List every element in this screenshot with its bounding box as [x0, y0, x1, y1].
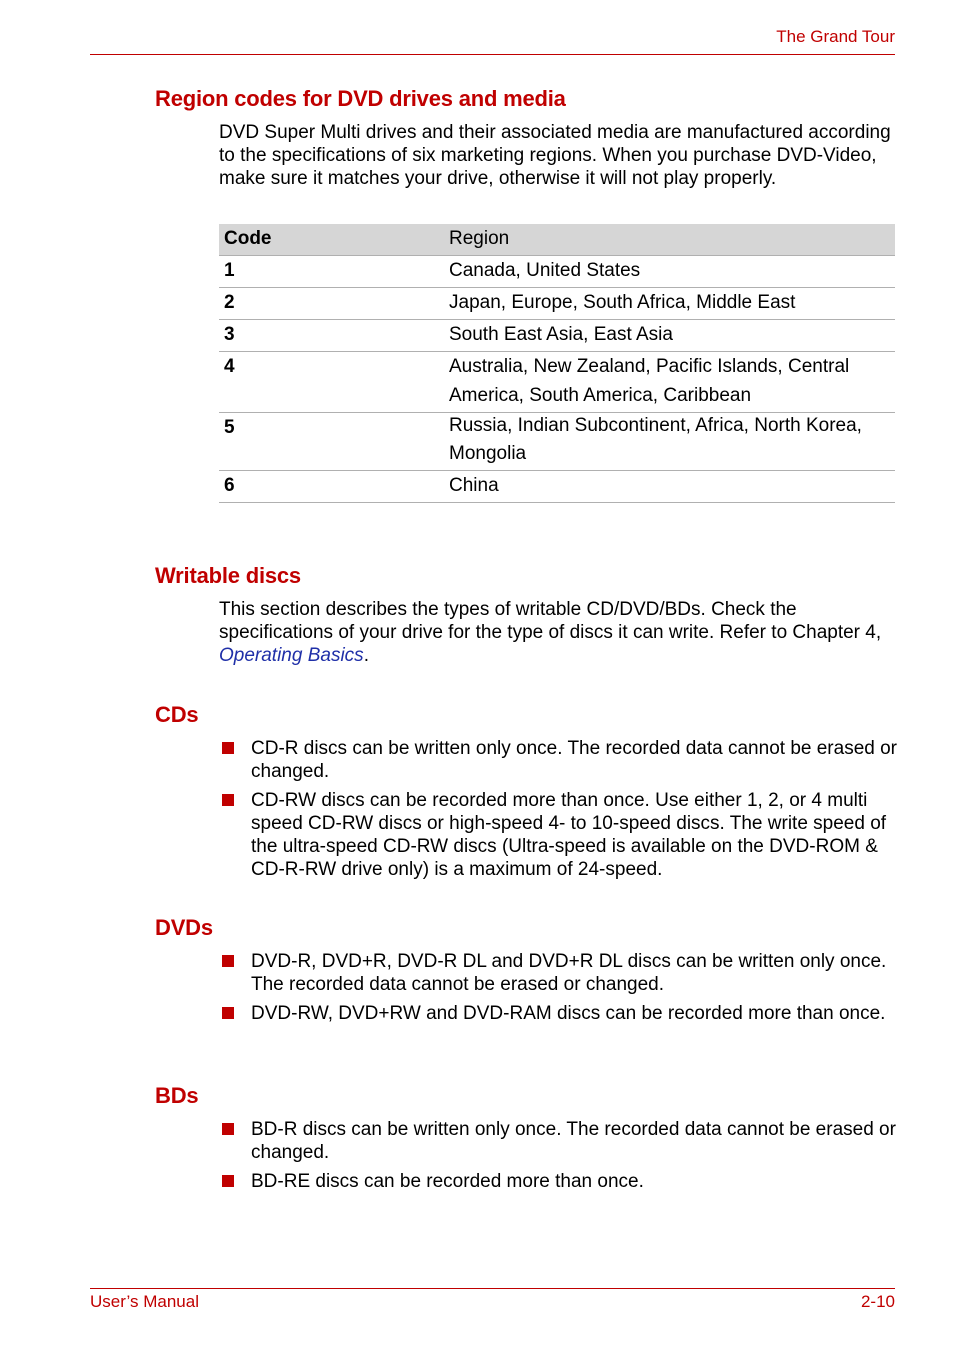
table-row	[219, 413, 895, 471]
region-code-cell: 3	[219, 320, 444, 352]
region-code-cell: 2	[219, 288, 444, 320]
writable-discs-text-end: .	[363, 645, 369, 666]
list-item	[219, 950, 899, 996]
table-row	[219, 288, 895, 320]
region-name-text: South East Asia, East Asia	[449, 324, 673, 345]
bds-heading: BDs	[155, 1083, 199, 1108]
table-row	[219, 320, 895, 352]
region-name-text: China	[449, 475, 499, 496]
region-code-cell: 4	[219, 352, 444, 413]
region-name-text: Japan, Europe, South Africa, Middle East	[449, 292, 796, 313]
table-row	[219, 471, 895, 503]
cds-list	[219, 737, 899, 887]
table-header-row	[219, 224, 895, 256]
list-item	[219, 737, 899, 783]
region-name-cell	[444, 256, 895, 288]
region-name-cell	[444, 320, 895, 352]
region-name-text: Australia, New Zealand, Pacific Islands, Central	[449, 356, 850, 377]
bullet-square-icon	[222, 1175, 234, 1187]
region-name-continuation: America, South America, Caribbean	[449, 385, 752, 406]
region-name-text: Russia, Indian Subcontinent, Africa, North Korea,	[449, 415, 862, 436]
column-header-code: Code	[219, 224, 444, 256]
footer-manual-title: User’s Manual	[90, 1292, 199, 1311]
region-name-cell	[444, 471, 895, 503]
list-item	[219, 1170, 899, 1193]
dvds-heading: DVDs	[155, 915, 213, 940]
operating-basics-link[interactable]: Operating Basics	[219, 645, 364, 666]
list-item	[219, 789, 899, 881]
writable-discs-heading: Writable discs	[155, 563, 301, 588]
header-rule	[90, 54, 895, 55]
dvds-list	[219, 950, 899, 1031]
region-code-cell: 1	[219, 256, 444, 288]
table-row	[219, 352, 895, 413]
writable-discs-text: This section describes the types of writable CD/DVD/BDs. Check the specifications of your drive for the type of discs it can write. Refer to Chapter 4,	[219, 599, 882, 643]
region-codes-table	[219, 224, 895, 503]
list-item-text: DVD-RW, DVD+RW and DVD-RAM discs can be recorded more than once.	[251, 1003, 886, 1024]
column-header-region: Region	[444, 224, 895, 256]
list-item	[219, 1002, 899, 1025]
footer-rule	[90, 1288, 895, 1289]
running-header-title: The Grand Tour	[776, 27, 895, 46]
region-code-cell: 5	[219, 413, 444, 471]
region-name-continuation: Mongolia	[449, 443, 527, 464]
table-row	[219, 256, 895, 288]
cds-heading: CDs	[155, 702, 199, 727]
writable-discs-paragraph	[219, 598, 899, 667]
page-number: 2-10	[860, 1292, 895, 1311]
list-item-text: CD-R discs can be written only once. The recorded data cannot be erased or changed.	[251, 738, 897, 782]
region-name-text: Canada, United States	[449, 260, 641, 281]
bullet-square-icon	[222, 794, 234, 806]
list-item-text: BD-R discs can be written only once. The recorded data cannot be erased or changed.	[251, 1119, 896, 1163]
bullet-square-icon	[222, 742, 234, 754]
bullet-square-icon	[222, 1123, 234, 1135]
bullet-square-icon	[222, 1007, 234, 1019]
bullet-square-icon	[222, 955, 234, 967]
region-codes-heading: Region codes for DVD drives and media	[155, 86, 566, 111]
bds-list	[219, 1118, 899, 1199]
list-item	[219, 1118, 899, 1164]
region-name-cell	[444, 288, 895, 320]
region-name-cell	[444, 413, 895, 471]
list-item-text: CD-RW discs can be recorded more than once. Use either 1, 2, or 4 multi speed CD-RW discs or high-speed 4- to 10-speed discs. The write speed of the ultra-speed CD-RW discs (Ultra-speed is available on the DVD-ROM & CD-R-RW drive only) is a maximum of 24-speed.	[251, 790, 887, 880]
region-name-cell	[444, 352, 895, 413]
list-item-text: DVD-R, DVD+R, DVD-R DL and DVD+R DL discs can be written only once. The recorded data cannot be erased or changed.	[251, 951, 887, 995]
region-codes-intro: DVD Super Multi drives and their associated media are manufactured according to the specifications of six marketing regions. When you purchase DVD-Video, make sure it matches your drive, otherwise it will not play properly.	[219, 122, 891, 189]
region-code-cell: 6	[219, 471, 444, 503]
list-item-text: BD-RE discs can be recorded more than once.	[251, 1171, 644, 1192]
